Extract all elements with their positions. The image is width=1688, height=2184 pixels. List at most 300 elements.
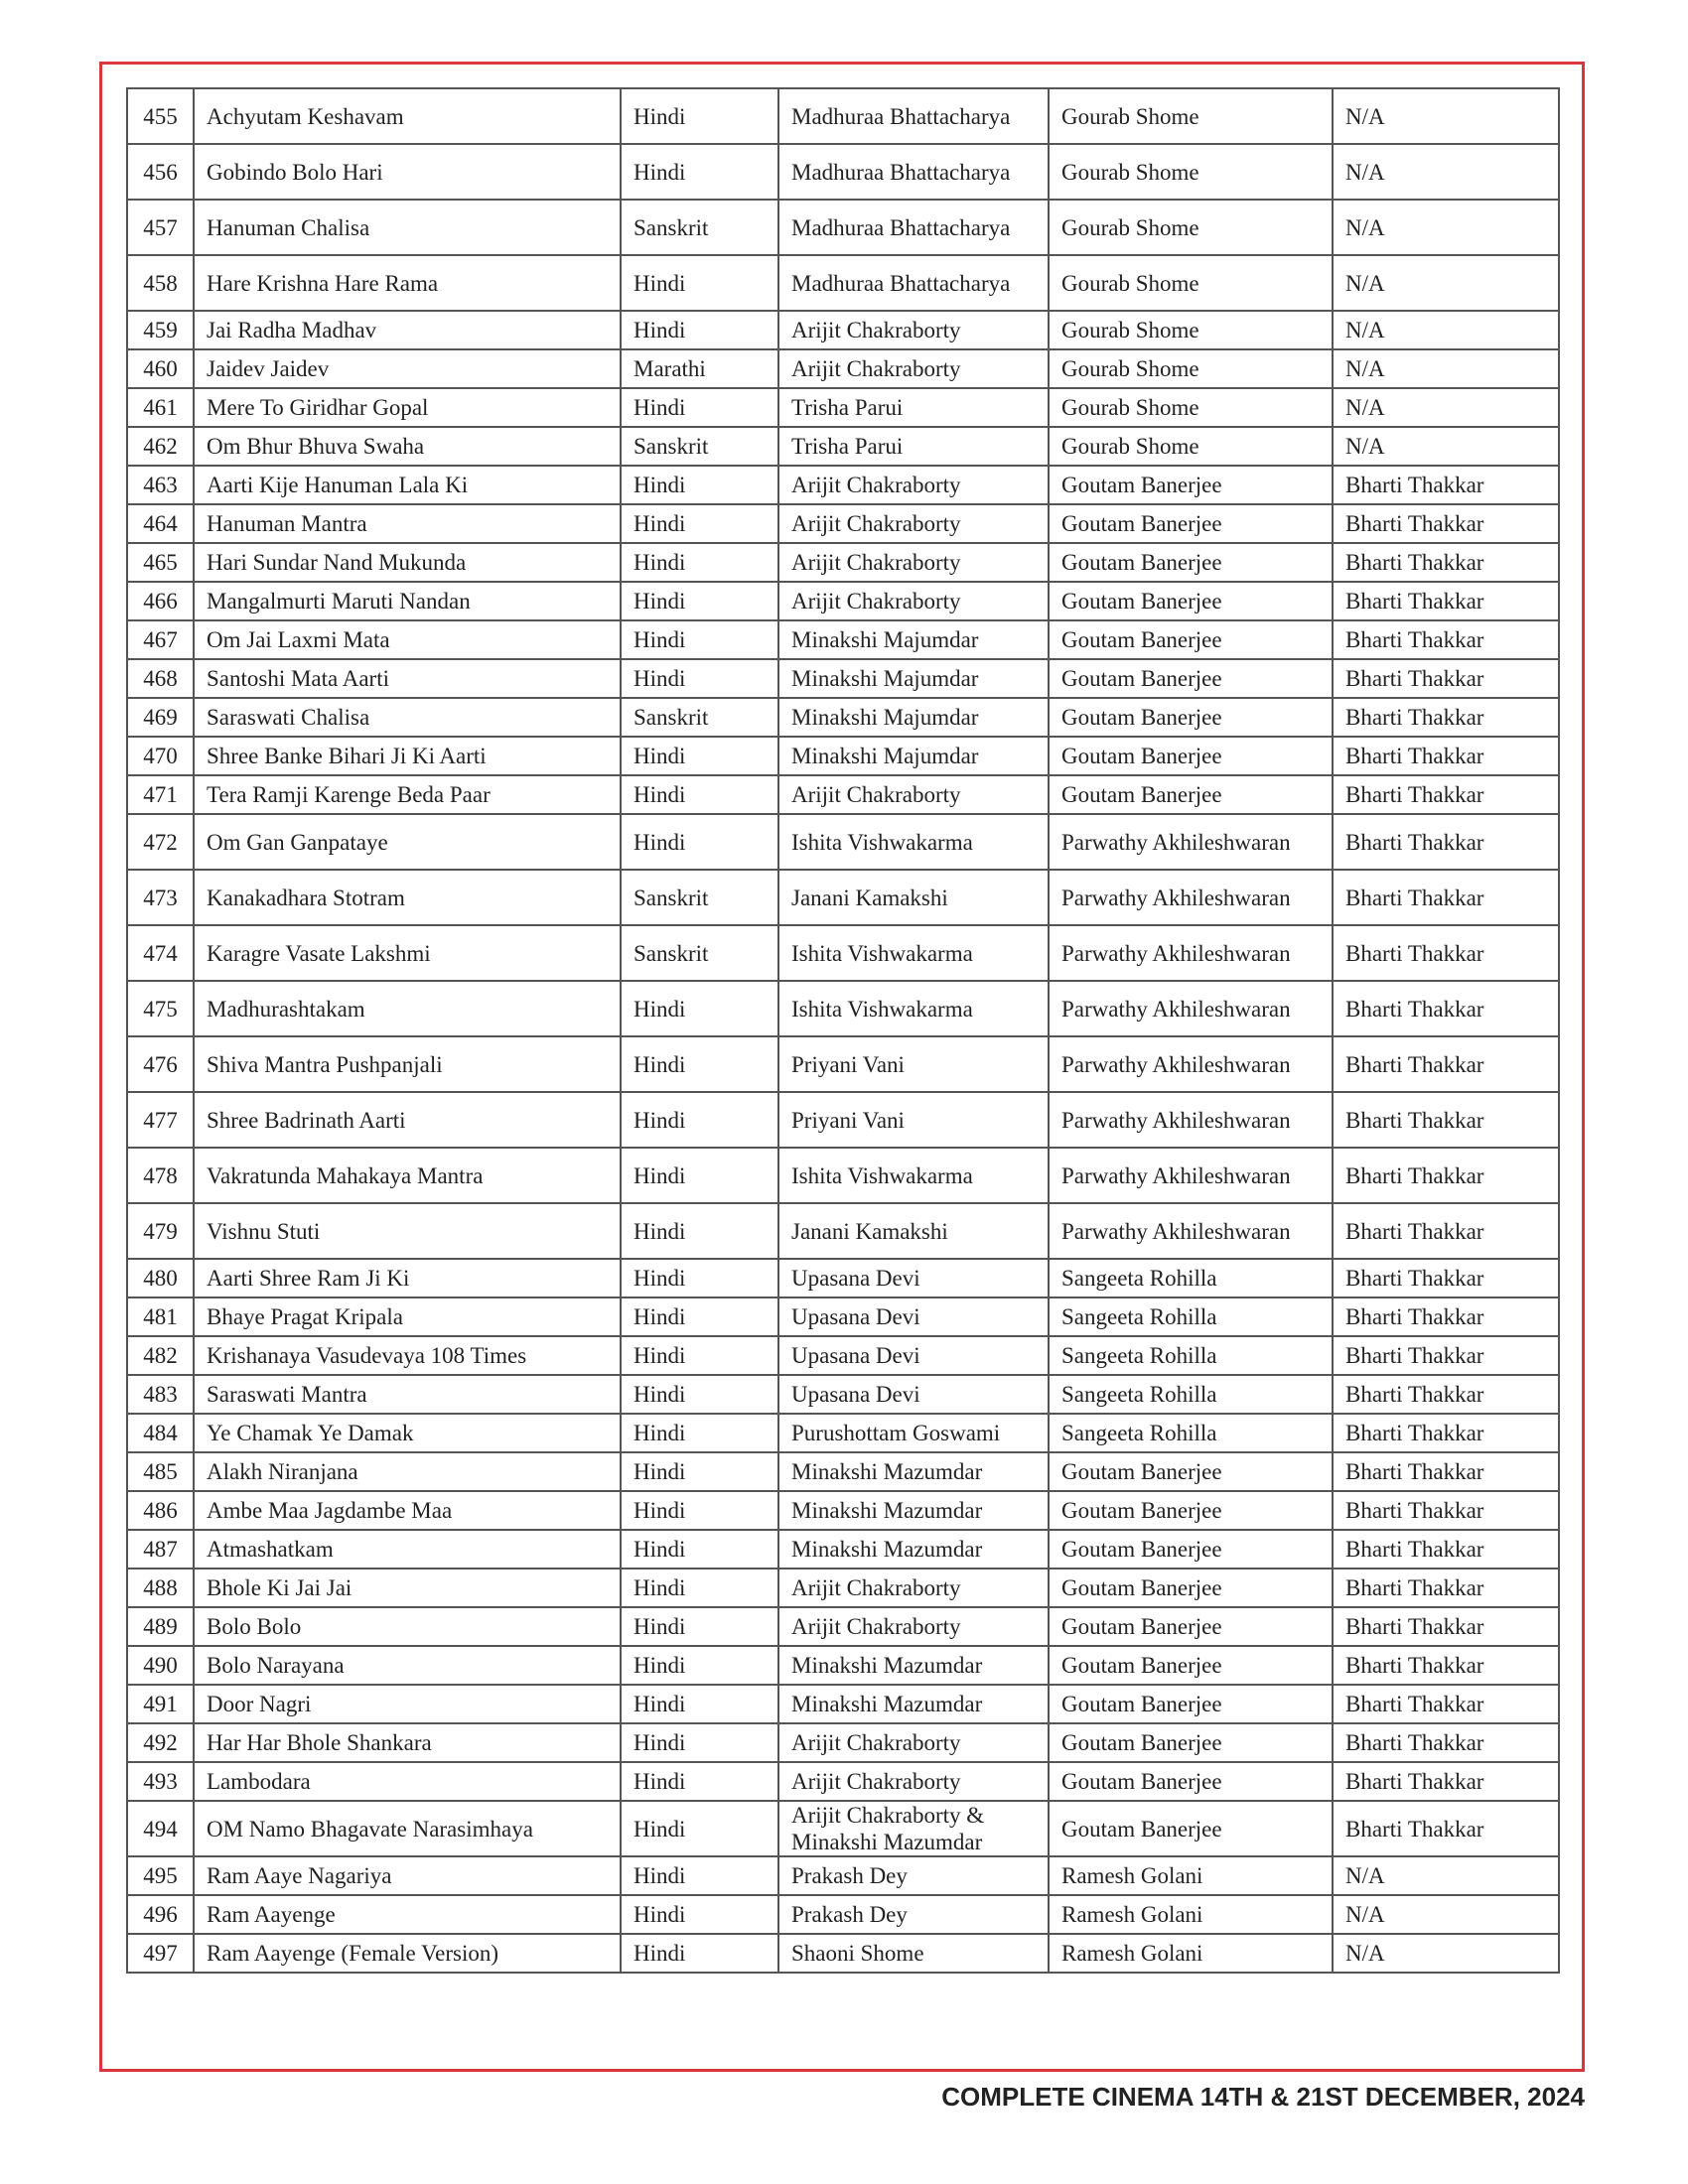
- cell-composer: Gourab Shome: [1049, 311, 1333, 349]
- cell-language: Hindi: [621, 466, 778, 504]
- cell-language: Hindi: [621, 1895, 778, 1934]
- cell-composer: Goutam Banerjee: [1049, 1723, 1333, 1762]
- cell-language: Hindi: [621, 88, 778, 144]
- cell-language: Sanskrit: [621, 925, 778, 981]
- table-row: [127, 1203, 1559, 1259]
- cell-composer: Goutam Banerjee: [1049, 775, 1333, 814]
- cell-language: Sanskrit: [621, 427, 778, 466]
- cell-language: Hindi: [621, 775, 778, 814]
- table-row: [127, 1336, 1559, 1375]
- table-row: [127, 349, 1559, 388]
- cell-language: Hindi: [621, 144, 778, 200]
- cell-number: 470: [127, 737, 194, 775]
- table-row: [127, 925, 1559, 981]
- cell-number: 495: [127, 1856, 194, 1895]
- cell-composer: Goutam Banerjee: [1049, 504, 1333, 543]
- cell-language: Hindi: [621, 1092, 778, 1148]
- cell-title: Ram Aayenge: [194, 1895, 621, 1934]
- cell-lyricist: Bharti Thakkar: [1333, 1259, 1559, 1297]
- cell-language: Hindi: [621, 582, 778, 620]
- cell-singer: Minakshi Majumdar: [778, 698, 1049, 737]
- cell-lyricist: N/A: [1333, 144, 1559, 200]
- cell-composer: Goutam Banerjee: [1049, 620, 1333, 659]
- cell-title: Karagre Vasate Lakshmi: [194, 925, 621, 981]
- table-row: [127, 388, 1559, 427]
- cell-composer: Sangeeta Rohilla: [1049, 1414, 1333, 1452]
- cell-composer: Sangeeta Rohilla: [1049, 1259, 1333, 1297]
- cell-lyricist: N/A: [1333, 427, 1559, 466]
- cell-title: Ram Aayenge (Female Version): [194, 1934, 621, 1973]
- cell-title: Santoshi Mata Aarti: [194, 659, 621, 698]
- cell-composer: Goutam Banerjee: [1049, 1685, 1333, 1723]
- cell-composer: Gourab Shome: [1049, 88, 1333, 144]
- cell-title: Hanuman Mantra: [194, 504, 621, 543]
- cell-number: 478: [127, 1148, 194, 1203]
- cell-language: Hindi: [621, 1491, 778, 1530]
- cell-singer: Arijit Chakraborty: [778, 349, 1049, 388]
- cell-composer: Goutam Banerjee: [1049, 1452, 1333, 1491]
- cell-lyricist: Bharti Thakkar: [1333, 870, 1559, 925]
- cell-composer: Goutam Banerjee: [1049, 1762, 1333, 1801]
- cell-language: Sanskrit: [621, 870, 778, 925]
- cell-singer: Minakshi Mazumdar: [778, 1530, 1049, 1569]
- table-row: [127, 1414, 1559, 1452]
- cell-singer: Janani Kamakshi: [778, 870, 1049, 925]
- cell-language: Hindi: [621, 1646, 778, 1685]
- cell-title: Madhurashtakam: [194, 981, 621, 1036]
- cell-title: Achyutam Keshavam: [194, 88, 621, 144]
- cell-lyricist: N/A: [1333, 1895, 1559, 1934]
- cell-composer: Gourab Shome: [1049, 349, 1333, 388]
- table-row: [127, 543, 1559, 582]
- cell-lyricist: Bharti Thakkar: [1333, 543, 1559, 582]
- cell-title: Kanakadhara Stotram: [194, 870, 621, 925]
- cell-composer: Ramesh Golani: [1049, 1895, 1333, 1934]
- table-row: [127, 1723, 1559, 1762]
- cell-composer: Sangeeta Rohilla: [1049, 1336, 1333, 1375]
- cell-language: Hindi: [621, 1375, 778, 1414]
- cell-lyricist: Bharti Thakkar: [1333, 1414, 1559, 1452]
- cell-number: 479: [127, 1203, 194, 1259]
- cell-language: Hindi: [621, 659, 778, 698]
- cell-number: 471: [127, 775, 194, 814]
- cell-singer: Minakshi Majumdar: [778, 620, 1049, 659]
- cell-lyricist: Bharti Thakkar: [1333, 582, 1559, 620]
- cell-number: 480: [127, 1259, 194, 1297]
- cell-lyricist: Bharti Thakkar: [1333, 814, 1559, 870]
- table-row: [127, 1934, 1559, 1973]
- cell-title: Ambe Maa Jagdambe Maa: [194, 1491, 621, 1530]
- cell-lyricist: N/A: [1333, 200, 1559, 255]
- cell-singer: Arijit Chakraborty: [778, 466, 1049, 504]
- table-row: [127, 582, 1559, 620]
- cell-number: 485: [127, 1452, 194, 1491]
- cell-title: OM Namo Bhagavate Narasimhaya: [194, 1801, 621, 1856]
- cell-language: Hindi: [621, 1762, 778, 1801]
- table-row: [127, 1530, 1559, 1569]
- cell-title: Shree Banke Bihari Ji Ki Aarti: [194, 737, 621, 775]
- table-row: [127, 1491, 1559, 1530]
- cell-composer: Goutam Banerjee: [1049, 543, 1333, 582]
- cell-singer: Minakshi Mazumdar: [778, 1491, 1049, 1530]
- cell-lyricist: Bharti Thakkar: [1333, 620, 1559, 659]
- cell-language: Hindi: [621, 1336, 778, 1375]
- table-row: [127, 1607, 1559, 1646]
- cell-title: Bhole Ki Jai Jai: [194, 1569, 621, 1607]
- cell-singer: Minakshi Majumdar: [778, 659, 1049, 698]
- cell-composer: Goutam Banerjee: [1049, 1607, 1333, 1646]
- cell-number: 490: [127, 1646, 194, 1685]
- cell-language: Hindi: [621, 504, 778, 543]
- cell-number: 491: [127, 1685, 194, 1723]
- cell-title: Bolo Bolo: [194, 1607, 621, 1646]
- cell-title: Gobindo Bolo Hari: [194, 144, 621, 200]
- cell-title: Om Jai Laxmi Mata: [194, 620, 621, 659]
- cell-language: Hindi: [621, 1297, 778, 1336]
- cell-lyricist: Bharti Thakkar: [1333, 1092, 1559, 1148]
- cell-number: 467: [127, 620, 194, 659]
- table-row: [127, 1297, 1559, 1336]
- cell-singer: Arijit Chakraborty: [778, 1569, 1049, 1607]
- table-row: [127, 981, 1559, 1036]
- table-row: [127, 1569, 1559, 1607]
- cell-language: Hindi: [621, 1723, 778, 1762]
- table-row: [127, 466, 1559, 504]
- table-row: [127, 1762, 1559, 1801]
- cell-title: Jai Radha Madhav: [194, 311, 621, 349]
- cell-singer: Trisha Parui: [778, 427, 1049, 466]
- cell-language: Hindi: [621, 1414, 778, 1452]
- cell-singer: Minakshi Mazumdar: [778, 1685, 1049, 1723]
- cell-number: 460: [127, 349, 194, 388]
- cell-lyricist: N/A: [1333, 88, 1559, 144]
- table-row: [127, 1092, 1559, 1148]
- cell-composer: Parwathy Akhileshwaran: [1049, 925, 1333, 981]
- cell-singer: Madhuraa Bhattacharya: [778, 144, 1049, 200]
- cell-number: 468: [127, 659, 194, 698]
- table-row: [127, 870, 1559, 925]
- cell-singer: Purushottam Goswami: [778, 1414, 1049, 1452]
- cell-composer: Gourab Shome: [1049, 255, 1333, 311]
- cell-lyricist: Bharti Thakkar: [1333, 1297, 1559, 1336]
- cell-lyricist: Bharti Thakkar: [1333, 1203, 1559, 1259]
- cell-singer: Ishita Vishwakarma: [778, 981, 1049, 1036]
- cell-lyricist: Bharti Thakkar: [1333, 1336, 1559, 1375]
- cell-title: Om Bhur Bhuva Swaha: [194, 427, 621, 466]
- cell-lyricist: Bharti Thakkar: [1333, 775, 1559, 814]
- cell-title: Mangalmurti Maruti Nandan: [194, 582, 621, 620]
- table-row: [127, 775, 1559, 814]
- cell-singer: Arijit Chakraborty: [778, 543, 1049, 582]
- table-row: [127, 659, 1559, 698]
- cell-singer: Madhuraa Bhattacharya: [778, 200, 1049, 255]
- cell-language: Hindi: [621, 1203, 778, 1259]
- cell-language: Hindi: [621, 1148, 778, 1203]
- cell-singer: Prakash Dey: [778, 1895, 1049, 1934]
- cell-title: Atmashatkam: [194, 1530, 621, 1569]
- cell-number: 483: [127, 1375, 194, 1414]
- cell-number: 482: [127, 1336, 194, 1375]
- cell-number: 464: [127, 504, 194, 543]
- table-row: [127, 1259, 1559, 1297]
- cell-singer: Arijit Chakraborty: [778, 1607, 1049, 1646]
- cell-singer: Arijit Chakraborty: [778, 1762, 1049, 1801]
- cell-lyricist: Bharti Thakkar: [1333, 1530, 1559, 1569]
- cell-number: 475: [127, 981, 194, 1036]
- cell-title: Hanuman Chalisa: [194, 200, 621, 255]
- cell-composer: Goutam Banerjee: [1049, 1801, 1333, 1856]
- table-row: [127, 620, 1559, 659]
- cell-title: Tera Ramji Karenge Beda Paar: [194, 775, 621, 814]
- cell-title: Saraswati Chalisa: [194, 698, 621, 737]
- cell-number: 493: [127, 1762, 194, 1801]
- cell-number: 484: [127, 1414, 194, 1452]
- cell-composer: Ramesh Golani: [1049, 1934, 1333, 1973]
- cell-language: Hindi: [621, 981, 778, 1036]
- cell-number: 486: [127, 1491, 194, 1530]
- cell-singer: Arijit Chakraborty: [778, 582, 1049, 620]
- cell-lyricist: N/A: [1333, 255, 1559, 311]
- cell-lyricist: Bharti Thakkar: [1333, 466, 1559, 504]
- cell-language: Hindi: [621, 1607, 778, 1646]
- cell-number: 457: [127, 200, 194, 255]
- cell-singer: Upasana Devi: [778, 1336, 1049, 1375]
- cell-number: 456: [127, 144, 194, 200]
- cell-title: Door Nagri: [194, 1685, 621, 1723]
- cell-composer: Goutam Banerjee: [1049, 466, 1333, 504]
- table-row: [127, 1375, 1559, 1414]
- cell-composer: Ramesh Golani: [1049, 1856, 1333, 1895]
- cell-lyricist: Bharti Thakkar: [1333, 1762, 1559, 1801]
- cell-language: Hindi: [621, 620, 778, 659]
- cell-composer: Goutam Banerjee: [1049, 1530, 1333, 1569]
- cell-language: Hindi: [621, 814, 778, 870]
- cell-number: 474: [127, 925, 194, 981]
- cell-composer: Sangeeta Rohilla: [1049, 1297, 1333, 1336]
- cell-number: 463: [127, 466, 194, 504]
- table-row: [127, 1148, 1559, 1203]
- cell-composer: Parwathy Akhileshwaran: [1049, 1092, 1333, 1148]
- cell-singer: Ishita Vishwakarma: [778, 814, 1049, 870]
- cell-lyricist: Bharti Thakkar: [1333, 504, 1559, 543]
- cell-lyricist: Bharti Thakkar: [1333, 1148, 1559, 1203]
- cell-lyricist: Bharti Thakkar: [1333, 1685, 1559, 1723]
- cell-title: Om Gan Ganpataye: [194, 814, 621, 870]
- cell-lyricist: Bharti Thakkar: [1333, 1491, 1559, 1530]
- cell-lyricist: N/A: [1333, 1934, 1559, 1973]
- table-row: [127, 698, 1559, 737]
- cell-lyricist: Bharti Thakkar: [1333, 1036, 1559, 1092]
- cell-number: 459: [127, 311, 194, 349]
- cell-composer: Parwathy Akhileshwaran: [1049, 981, 1333, 1036]
- cell-number: 466: [127, 582, 194, 620]
- cell-title: Bolo Narayana: [194, 1646, 621, 1685]
- cell-title: Bhaye Pragat Kripala: [194, 1297, 621, 1336]
- cell-language: Hindi: [621, 1530, 778, 1569]
- cell-lyricist: Bharti Thakkar: [1333, 1646, 1559, 1685]
- cell-composer: Goutam Banerjee: [1049, 582, 1333, 620]
- cell-number: 487: [127, 1530, 194, 1569]
- cell-lyricist: Bharti Thakkar: [1333, 1607, 1559, 1646]
- cell-number: 472: [127, 814, 194, 870]
- cell-title: Krishanaya Vasudevaya 108 Times: [194, 1336, 621, 1375]
- cell-lyricist: N/A: [1333, 349, 1559, 388]
- cell-lyricist: Bharti Thakkar: [1333, 1569, 1559, 1607]
- cell-number: 469: [127, 698, 194, 737]
- table-row: [127, 200, 1559, 255]
- cell-lyricist: N/A: [1333, 311, 1559, 349]
- cell-singer: Minakshi Mazumdar: [778, 1452, 1049, 1491]
- cell-title: Jaidev Jaidev: [194, 349, 621, 388]
- cell-number: 477: [127, 1092, 194, 1148]
- cell-number: 458: [127, 255, 194, 311]
- cell-composer: Parwathy Akhileshwaran: [1049, 870, 1333, 925]
- cell-composer: Parwathy Akhileshwaran: [1049, 1036, 1333, 1092]
- song-listing-table: [126, 87, 1560, 1974]
- cell-composer: Parwathy Akhileshwaran: [1049, 814, 1333, 870]
- cell-language: Hindi: [621, 1856, 778, 1895]
- table-row: [127, 144, 1559, 200]
- cell-number: 461: [127, 388, 194, 427]
- cell-title: Shiva Mantra Pushpanjali: [194, 1036, 621, 1092]
- cell-singer: Madhuraa Bhattacharya: [778, 255, 1049, 311]
- cell-number: 455: [127, 88, 194, 144]
- table-row: [127, 255, 1559, 311]
- cell-lyricist: Bharti Thakkar: [1333, 1452, 1559, 1491]
- table-row: [127, 427, 1559, 466]
- cell-composer: Gourab Shome: [1049, 144, 1333, 200]
- table-row: [127, 311, 1559, 349]
- cell-language: Hindi: [621, 1569, 778, 1607]
- cell-title: Har Har Bhole Shankara: [194, 1723, 621, 1762]
- cell-language: Hindi: [621, 1934, 778, 1973]
- cell-singer: Minakshi Mazumdar: [778, 1646, 1049, 1685]
- cell-lyricist: Bharti Thakkar: [1333, 1801, 1559, 1856]
- cell-lyricist: N/A: [1333, 1856, 1559, 1895]
- cell-number: 494: [127, 1801, 194, 1856]
- cell-singer: Priyani Vani: [778, 1036, 1049, 1092]
- cell-number: 496: [127, 1895, 194, 1934]
- cell-title: Vakratunda Mahakaya Mantra: [194, 1148, 621, 1203]
- cell-language: Hindi: [621, 737, 778, 775]
- cell-singer: Arijit Chakraborty: [778, 1723, 1049, 1762]
- cell-title: Alakh Niranjana: [194, 1452, 621, 1491]
- footer-publication-line: COMPLETE CINEMA 14TH & 21ST DECEMBER, 2024: [941, 2082, 1585, 2112]
- cell-language: Hindi: [621, 311, 778, 349]
- table-row: [127, 1856, 1559, 1895]
- cell-language: Hindi: [621, 543, 778, 582]
- table-row: [127, 1895, 1559, 1934]
- table-row: [127, 1036, 1559, 1092]
- cell-lyricist: Bharti Thakkar: [1333, 981, 1559, 1036]
- cell-title: Shree Badrinath Aarti: [194, 1092, 621, 1148]
- cell-title: Saraswati Mantra: [194, 1375, 621, 1414]
- cell-title: Vishnu Stuti: [194, 1203, 621, 1259]
- cell-singer: Arijit Chakraborty & Minakshi Mazumdar: [778, 1801, 1049, 1856]
- cell-composer: Goutam Banerjee: [1049, 698, 1333, 737]
- cell-singer: Arijit Chakraborty: [778, 311, 1049, 349]
- cell-singer: Minakshi Majumdar: [778, 737, 1049, 775]
- cell-language: Hindi: [621, 1036, 778, 1092]
- cell-number: 476: [127, 1036, 194, 1092]
- cell-lyricist: Bharti Thakkar: [1333, 925, 1559, 981]
- cell-language: Sanskrit: [621, 698, 778, 737]
- cell-singer: Upasana Devi: [778, 1375, 1049, 1414]
- cell-composer: Goutam Banerjee: [1049, 1646, 1333, 1685]
- table-row: [127, 737, 1559, 775]
- cell-language: Hindi: [621, 1685, 778, 1723]
- cell-language: Hindi: [621, 388, 778, 427]
- cell-singer: Janani Kamakshi: [778, 1203, 1049, 1259]
- cell-language: Marathi: [621, 349, 778, 388]
- cell-singer: Arijit Chakraborty: [778, 775, 1049, 814]
- cell-lyricist: Bharti Thakkar: [1333, 1375, 1559, 1414]
- cell-singer: Upasana Devi: [778, 1259, 1049, 1297]
- cell-language: Hindi: [621, 255, 778, 311]
- cell-singer: Ishita Vishwakarma: [778, 1148, 1049, 1203]
- cell-language: Hindi: [621, 1801, 778, 1856]
- table-row: [127, 1801, 1559, 1856]
- cell-singer: Prakash Dey: [778, 1856, 1049, 1895]
- cell-title: Lambodara: [194, 1762, 621, 1801]
- cell-singer: Shaoni Shome: [778, 1934, 1049, 1973]
- cell-number: 473: [127, 870, 194, 925]
- table-row: [127, 1685, 1559, 1723]
- cell-lyricist: Bharti Thakkar: [1333, 659, 1559, 698]
- cell-number: 465: [127, 543, 194, 582]
- cell-number: 481: [127, 1297, 194, 1336]
- cell-singer: Priyani Vani: [778, 1092, 1049, 1148]
- cell-title: Aarti Kije Hanuman Lala Ki: [194, 466, 621, 504]
- cell-title: Hari Sundar Nand Mukunda: [194, 543, 621, 582]
- cell-language: Hindi: [621, 1452, 778, 1491]
- cell-lyricist: N/A: [1333, 388, 1559, 427]
- table-row: [127, 814, 1559, 870]
- table-row: [127, 88, 1559, 144]
- cell-composer: Gourab Shome: [1049, 427, 1333, 466]
- cell-language: Hindi: [621, 1259, 778, 1297]
- table-row: [127, 504, 1559, 543]
- table-body: [127, 88, 1559, 1973]
- cell-singer: Upasana Devi: [778, 1297, 1049, 1336]
- cell-singer: Madhuraa Bhattacharya: [778, 88, 1049, 144]
- cell-singer: Ishita Vishwakarma: [778, 925, 1049, 981]
- cell-composer: Parwathy Akhileshwaran: [1049, 1148, 1333, 1203]
- cell-title: Aarti Shree Ram Ji Ki: [194, 1259, 621, 1297]
- cell-composer: Parwathy Akhileshwaran: [1049, 1203, 1333, 1259]
- cell-lyricist: Bharti Thakkar: [1333, 1723, 1559, 1762]
- cell-composer: Goutam Banerjee: [1049, 1569, 1333, 1607]
- cell-composer: Sangeeta Rohilla: [1049, 1375, 1333, 1414]
- table-row: [127, 1452, 1559, 1491]
- cell-title: Hare Krishna Hare Rama: [194, 255, 621, 311]
- table-row: [127, 1646, 1559, 1685]
- cell-lyricist: Bharti Thakkar: [1333, 737, 1559, 775]
- cell-number: 488: [127, 1569, 194, 1607]
- cell-composer: Goutam Banerjee: [1049, 737, 1333, 775]
- cell-number: 492: [127, 1723, 194, 1762]
- cell-language: Sanskrit: [621, 200, 778, 255]
- cell-number: 462: [127, 427, 194, 466]
- cell-singer: Trisha Parui: [778, 388, 1049, 427]
- cell-number: 497: [127, 1934, 194, 1973]
- cell-composer: Gourab Shome: [1049, 388, 1333, 427]
- cell-singer: Arijit Chakraborty: [778, 504, 1049, 543]
- cell-composer: Gourab Shome: [1049, 200, 1333, 255]
- cell-composer: Goutam Banerjee: [1049, 659, 1333, 698]
- cell-title: Ram Aaye Nagariya: [194, 1856, 621, 1895]
- cell-lyricist: Bharti Thakkar: [1333, 698, 1559, 737]
